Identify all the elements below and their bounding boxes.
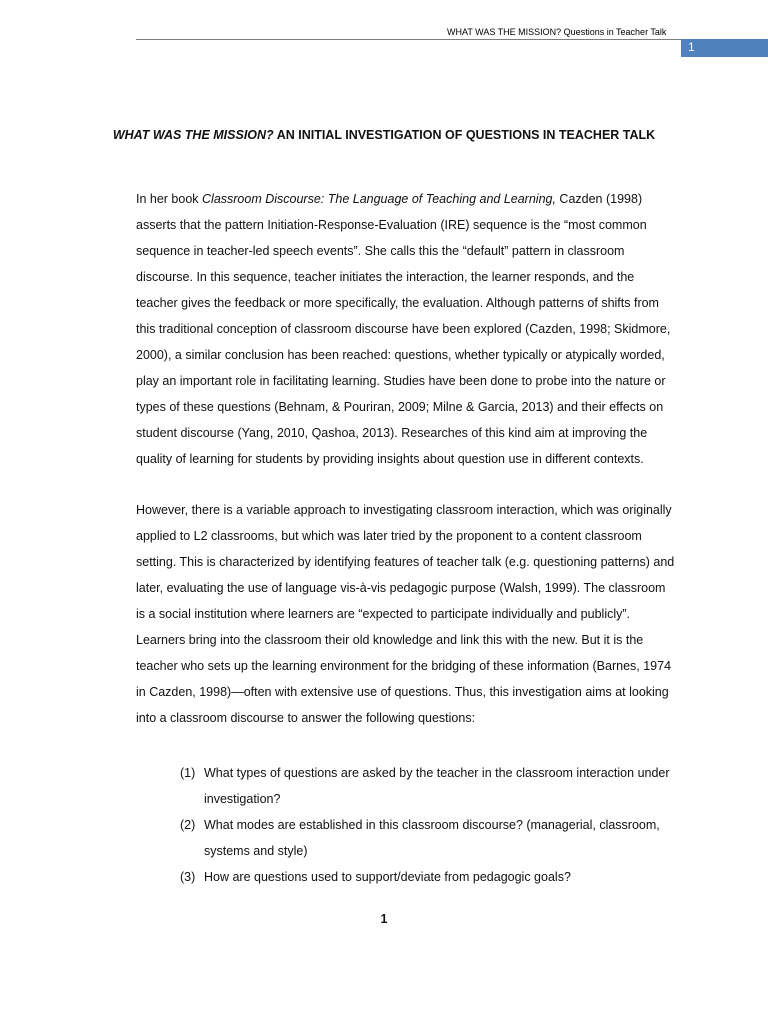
question-text: What modes are established in this classroom discourse? (managerial, classroom, systems and style) [204,818,660,858]
question-number: (2) [180,818,196,832]
question-number: (1) [180,766,196,780]
title-rest: AN INITIAL INVESTIGATION OF QUESTIONS IN TEACHER TALK [273,128,656,142]
document-title [0,128,768,142]
book-title: Classroom Discourse: The Language of Teaching and Learning, [202,192,556,206]
list-item [180,864,680,890]
paragraph-2: However, there is a variable approach to investigating classroom interaction, which was originally applied to L2 classrooms, but which was later tried by the proponent to a content classroom setting. This is characterized by identifying features of teacher talk (e.g. questioning patterns) and later, evaluating the use of language vis-à-vis pedagogic purpose (Walsh, 1999). The classroom is a social institution where learners are “expected to participate individually and publicly”. Learners bring into the classroom their old knowledge and link this with the new. But it is the teacher who sets up the learning environment for the bridging of these information (Barnes, 1974 in Cazden, 1998)—often with extensive use of questions. Thus, this investigation aims at looking into a classroom discourse to answer the following questions: [136,503,675,725]
paragraph-1-intro: In her book [136,192,203,206]
page-number-badge [681,39,768,57]
list-item [180,812,680,864]
question-number: (3) [180,870,196,884]
header-rule [136,39,681,40]
page-badge-number: 1 [688,40,695,54]
paragraph-1 [136,186,676,472]
research-questions-list [180,760,680,890]
question-text: How are questions used to support/deviate from pedagogic goals? [204,870,571,884]
running-header: WHAT WAS THE MISSION? Questions in Teacher Talk [447,27,667,37]
footer-page-number: 1 [380,912,388,926]
question-text: What types of questions are asked by the teacher in the classroom interaction under investigation? [204,766,670,806]
title-italic: WHAT WAS THE MISSION? [112,128,274,142]
paragraph-1-body: Cazden (1998) asserts that the pattern Initiation-Response-Evaluation (IRE) sequence is the “most common sequence in teacher-led speech events”. She calls this the “default” pattern in classroom discourse. In this sequence, teacher initiates the interaction, the learner responds, and the teacher gives the feedback or more specifically, the evaluation. Although patterns of shifts from this traditional conception of classroom discourse have been explored (Cazden, 1998; Skidmore, 2000), a similar conclusion has been reached: questions, whether typically or atypically worded, play an important role in facilitating learning. Studies have been done to probe into the nature or types of these questions (Behnam, & Pouriran, 2009; Milne & Garcia, 2013) and their effects on student discourse (Yang, 2010, Qashoa, 2013). Researches of this kind aim at improving the quality of learning for students by providing insights about question use in different contexts. [136,192,671,466]
list-item [180,760,680,812]
